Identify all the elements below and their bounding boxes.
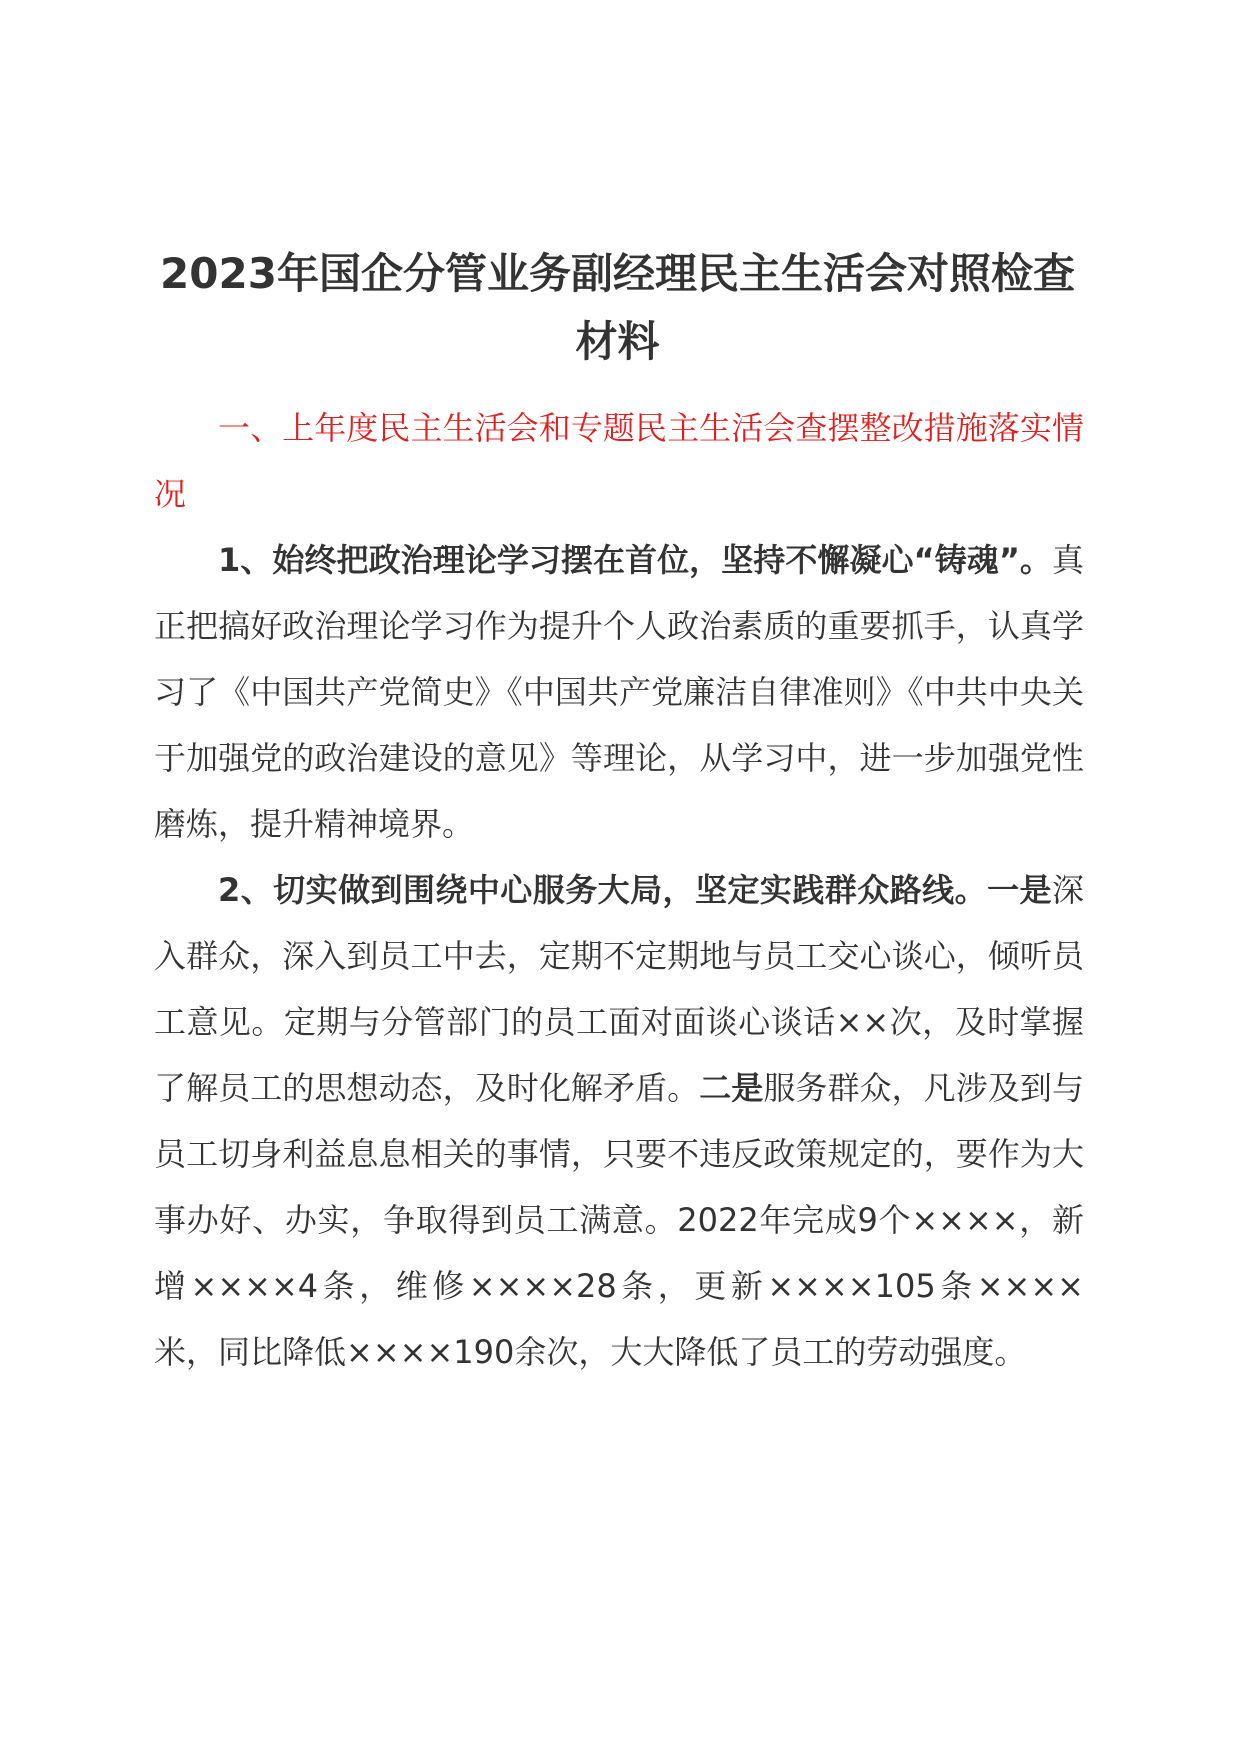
item-2-marker-2: 二是 [699, 1069, 764, 1107]
section-heading: 一、上年度民主生活会和专题民主生活会查摆整改措施落实情况 [154, 409, 1084, 513]
item-2-paragraph [154, 857, 1084, 1385]
item-2-text-2: 服务群众，凡涉及到与员工切身利益息息相关的事情，只要不违反政策规定的，要作为大事办好、办实，争取得到员工满意。2022年完成9个××××，新增××××4条，维修××××28条，更新××××105条××××米，同比降低××××190余次，大大降低了员工的劳动强度。 [154, 1069, 1084, 1371]
item-1-paragraph [154, 527, 1084, 857]
item-2-text-1: 深入群众，深入到员工中去，定期不定期地与员工交心谈心，倾听员工意见。定期与分管部门的员工面对面谈心谈话××次，及时掌握了解员工的思想动态，及时化解矛盾。 [154, 871, 1084, 1107]
document-body [154, 395, 1084, 1385]
document-title: 2023年国企分管业务副经理民主生活会对照检查材料 [160, 249, 1075, 366]
item-1-text: 真正把搞好政治理论学习作为提升个人政治素质的重要抓手，认真学习了《中国共产党简史》《中国共产党廉洁自律准则》《中共中央关于加强党的政治建设的意见》等理论，从学习中，进一步加强党性磨炼，提升精神境界。 [154, 541, 1084, 843]
item-1-lead: 1、始终把政治理论学习摆在首位，坚持不懈凝心“铸魂”。 [218, 541, 1052, 579]
item-2-lead: 2、切实做到围绕中心服务大局，坚定实践群众路线。 [218, 871, 988, 909]
item-2-marker-1: 一是 [987, 871, 1052, 909]
